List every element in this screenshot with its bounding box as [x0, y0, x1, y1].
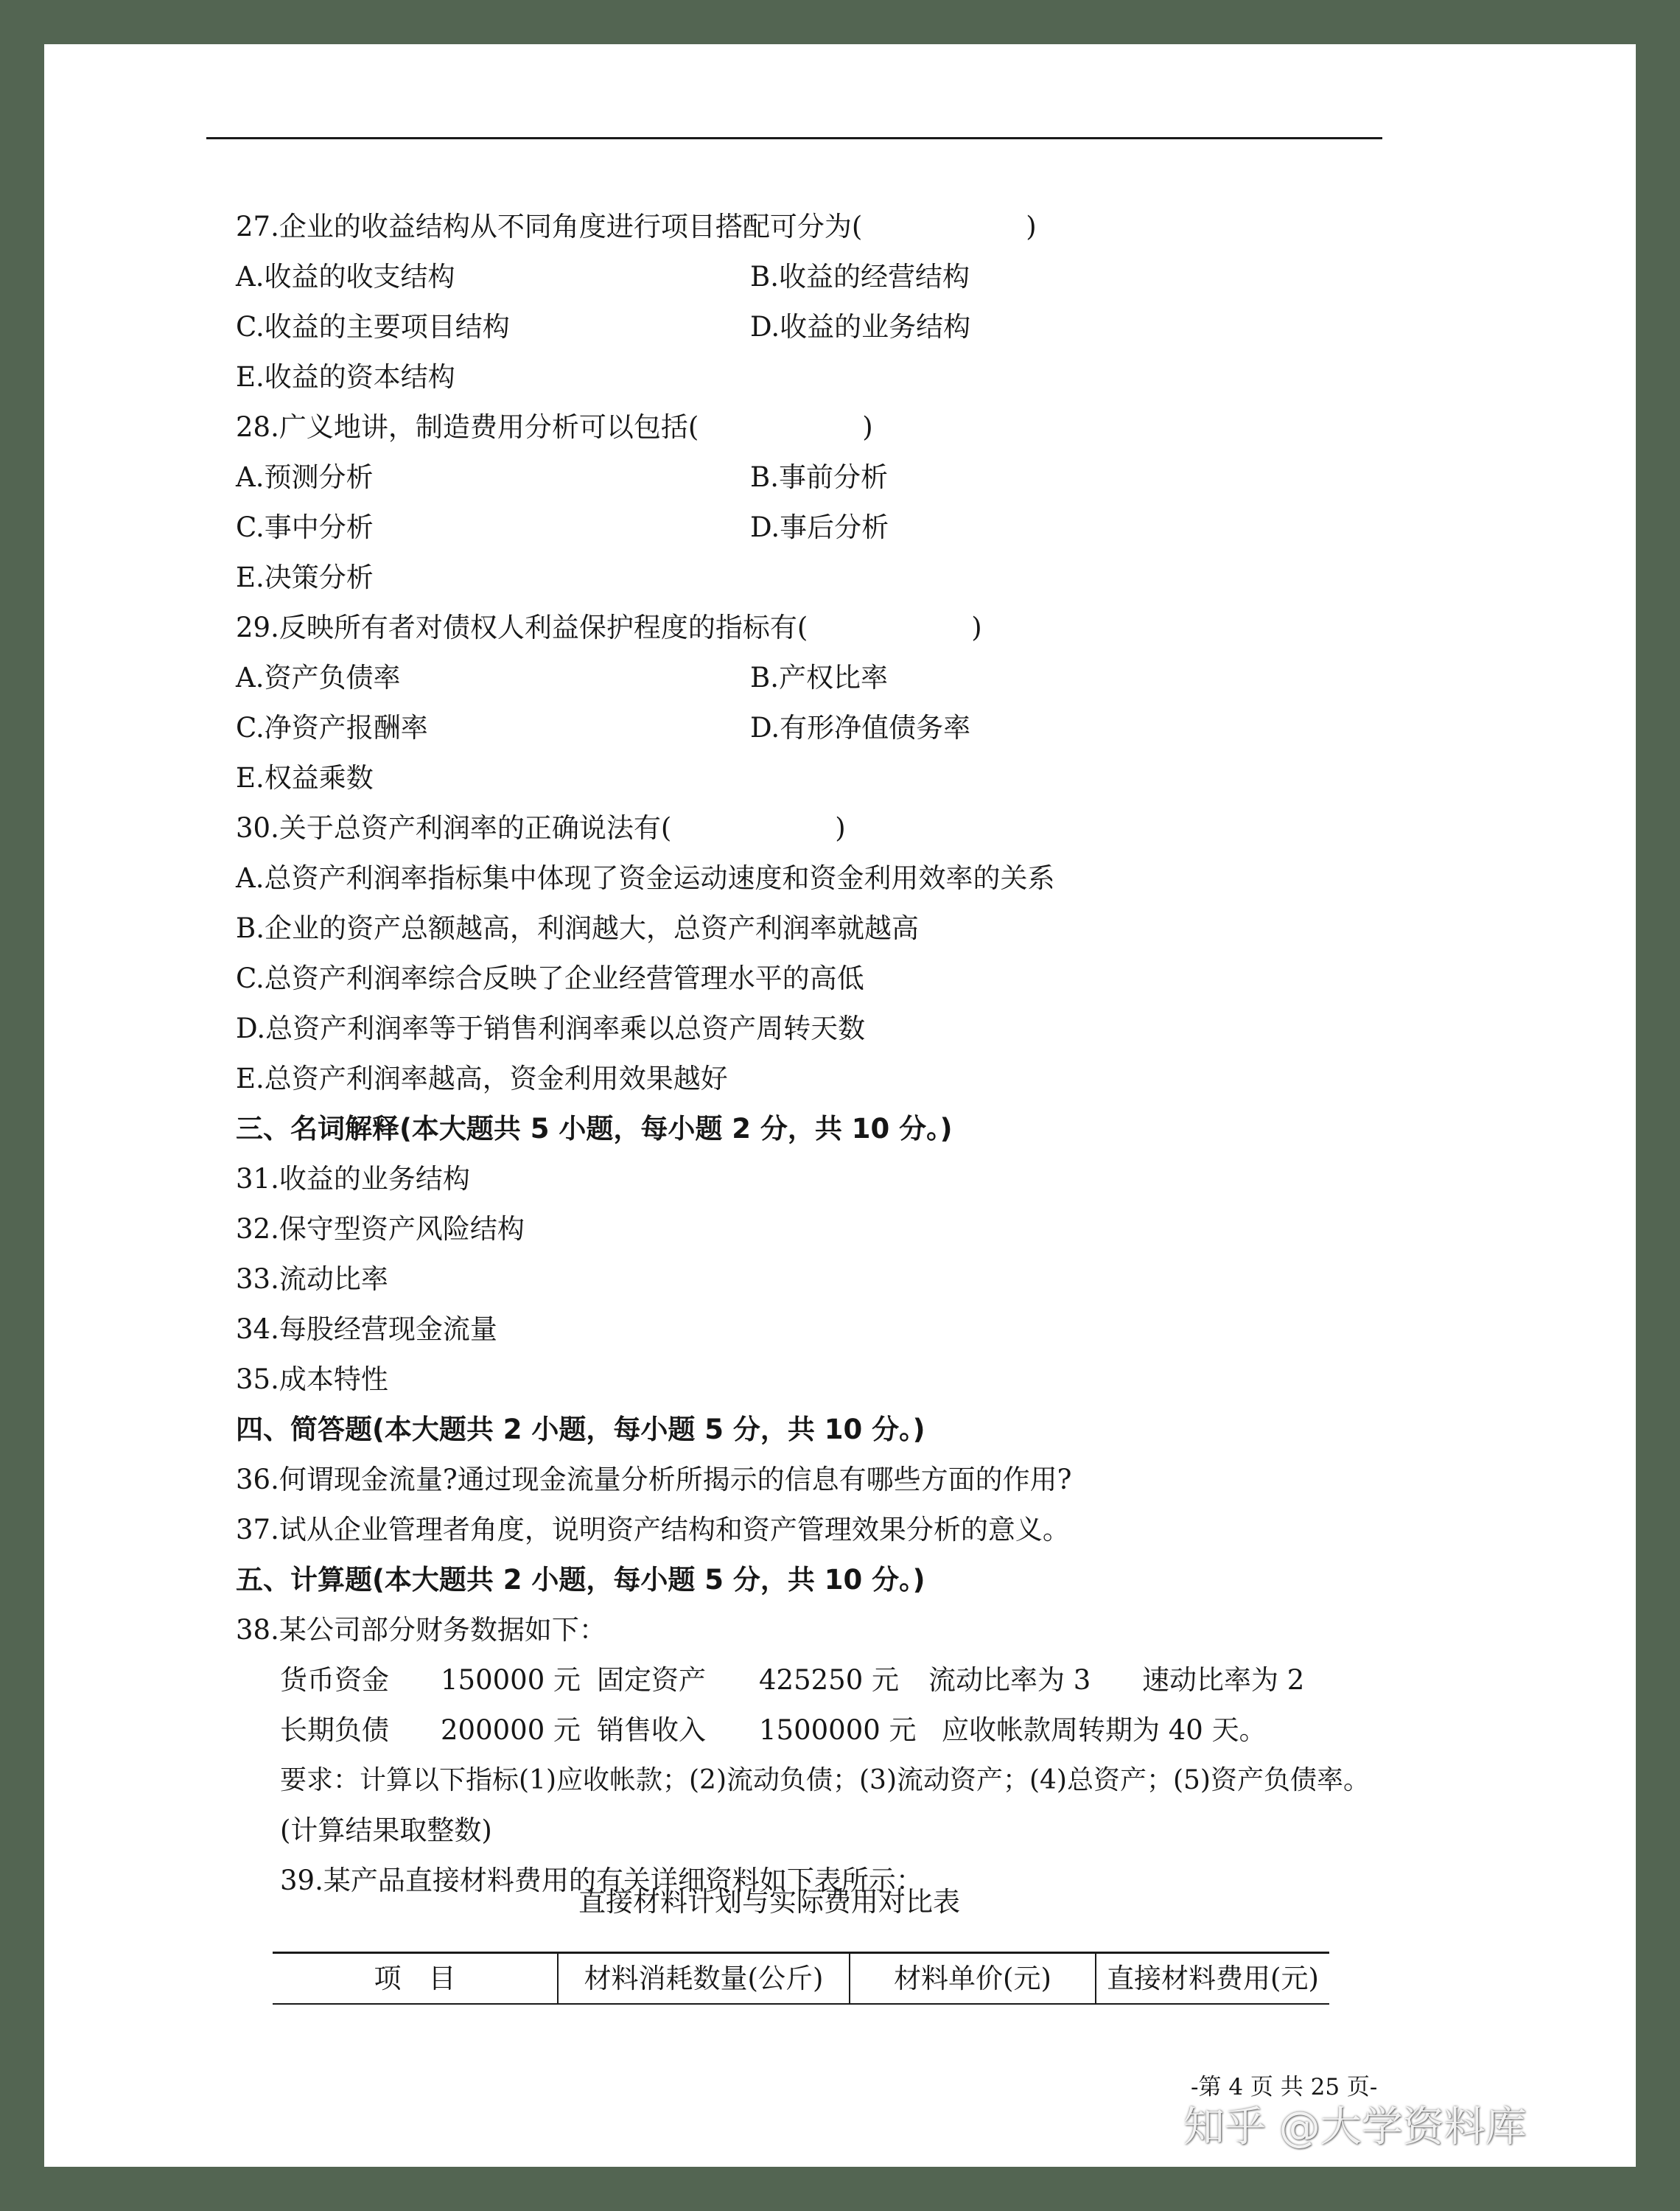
data-label: 销售收入 — [597, 1714, 706, 1746]
q28-stem: 28.广义地讲，制造费用分析可以包括( ) — [236, 411, 873, 443]
q29-option-b: B.产权比率 — [750, 662, 888, 694]
table-header-cell: 材料消耗数量(公斤) — [584, 1963, 824, 1994]
term-item: 34.每股经营现金流量 — [236, 1313, 497, 1345]
q30-option-c: C.总资产利润率综合反映了企业经营管理水平的高低 — [236, 963, 864, 994]
table-title: 直接材料计划与实际费用对比表 — [578, 1886, 960, 1918]
q30-option-d: D.总资产利润率等于销售利润率乘以总资产周转天数 — [236, 1013, 866, 1044]
section-3-heading: 三、名词解释(本大题共 5 小题，每小题 2 分，共 10 分。) — [236, 1113, 953, 1145]
data-value: 速动比率为 2 — [1142, 1664, 1305, 1696]
watermark: 知乎 @大学资料库 — [1183, 2103, 1527, 2151]
short-answer-item: 37.试从企业管理者角度，说明资产结构和资产管理效果分析的意义。 — [236, 1514, 1070, 1545]
q30-stem: 30.关于总资产利润率的正确说法有( ) — [236, 812, 846, 844]
data-label: 货币资金 — [280, 1664, 389, 1696]
q27-option-b: B.收益的经营结构 — [750, 261, 970, 293]
page-number: -第 4 页 共 25 页- — [1191, 2074, 1378, 2100]
q29-stem: 29.反映所有者对债权人利益保护程度的指标有( ) — [236, 612, 982, 643]
q27-option-a: A.收益的收支结构 — [236, 261, 455, 293]
q27-option-c: C.收益的主要项目结构 — [236, 311, 510, 343]
table-header-cell: 材料单价(元) — [894, 1963, 1051, 1994]
table-header-cell: 直接材料费用(元) — [1107, 1963, 1319, 1994]
q30-option-e: E.总资产利润率越高，资金利用效果越好 — [236, 1063, 728, 1094]
data-value: 200000 元 — [441, 1714, 581, 1746]
q38-stem: 38.某公司部分财务数据如下： — [236, 1614, 606, 1646]
term-item: 35.成本特性 — [236, 1363, 388, 1395]
section-5-heading: 五、计算题(本大题共 2 小题，每小题 5 分，共 10 分。) — [236, 1564, 925, 1596]
q28-option-a: A.预测分析 — [236, 461, 374, 493]
data-value: 应收帐款周转期为 40 天。 — [942, 1714, 1267, 1746]
table-header-cell: 项 目 — [374, 1963, 456, 1994]
term-item: 32.保守型资产风险结构 — [236, 1213, 525, 1245]
table-header-rule — [273, 2003, 1329, 2005]
q38-requirement: 要求：计算以下指标(1)应收帐款；(2)流动负债；(3)流动资产；(4)总资产；(5)资产负债率。 — [280, 1765, 1370, 1795]
q28-option-e: E.决策分析 — [236, 562, 374, 593]
q30-option-b: B.企业的资产总额越高，利润越大，总资产利润率就越高 — [236, 912, 919, 944]
q27-option-e: E.收益的资本结构 — [236, 361, 455, 393]
data-value: 1500000 元 — [759, 1714, 917, 1746]
q39-stem: 39.某产品直接材料费用的有关详细资料如下表所示： — [280, 1865, 923, 1896]
table-top-rule — [273, 1952, 1329, 1954]
q28-option-c: C.事中分析 — [236, 511, 374, 543]
header-rule — [206, 137, 1382, 139]
data-label: 长期负债 — [280, 1714, 389, 1746]
q29-option-d: D.有形净值债务率 — [750, 712, 971, 744]
short-answer-item: 36.何谓现金流量?通过现金流量分析所揭示的信息有哪些方面的作用? — [236, 1464, 1072, 1495]
q30-option-a: A.总资产利润率指标集中体现了资金运动速度和资金利用效率的关系 — [236, 862, 1055, 894]
section-4-heading: 四、简答题(本大题共 2 小题，每小题 5 分，共 10 分。) — [236, 1414, 925, 1445]
q27-stem: 27.企业的收益结构从不同角度进行项目搭配可分为( ) — [236, 211, 1037, 242]
data-label: 固定资产 — [597, 1664, 706, 1696]
q38-note: (计算结果取整数) — [280, 1814, 492, 1846]
q28-option-b: B.事前分析 — [750, 461, 888, 493]
q27-option-d: D.收益的业务结构 — [750, 311, 971, 343]
data-value: 425250 元 — [759, 1664, 900, 1696]
q28-option-d: D.事后分析 — [750, 511, 889, 543]
data-value: 流动比率为 3 — [928, 1664, 1091, 1696]
q29-option-c: C.净资产报酬率 — [236, 712, 428, 744]
q29-option-e: E.权益乘数 — [236, 762, 374, 794]
term-item: 31.收益的业务结构 — [236, 1163, 470, 1195]
term-item: 33.流动比率 — [236, 1263, 388, 1295]
data-value: 150000 元 — [441, 1664, 581, 1696]
q29-option-a: A.资产负债率 — [236, 662, 401, 694]
